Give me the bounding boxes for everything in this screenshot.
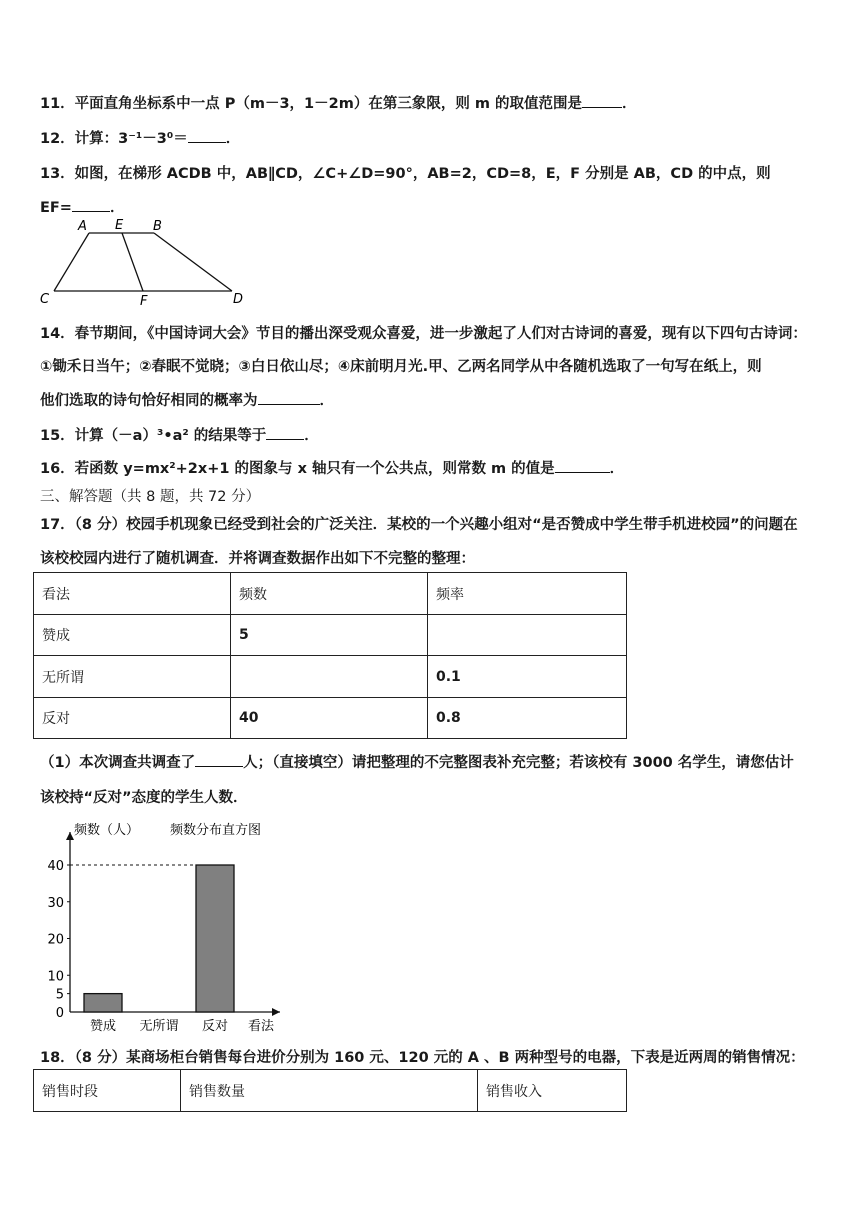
question-11 [40,92,637,113]
table-header-cell: 销售时段 [34,1070,181,1112]
y-tick-label: 5 [55,987,64,1003]
table-cell: 0.1 [428,656,627,698]
table-row [34,656,627,698]
chart-title: 频数分布直方图 [170,823,262,838]
table-cell: 无所谓 [34,656,231,698]
question-12 [40,127,240,148]
y-axis-arrow [66,832,74,840]
question-15 [40,424,319,445]
question-17-sub1 [40,751,794,772]
question-17-line2 [40,547,475,568]
question-17-text: 17．（8 分）校园手机现象已经受到社会的广泛关注．某校的一个兴趣小组对“是否赞成中学生带手机进校园”的问题在 [40,517,798,533]
section-heading: 三、解答题（共 8 题，共 72 分） [40,489,261,505]
bar [84,994,122,1012]
label-b: B [153,219,162,234]
question-13-ef: EF= [40,200,72,216]
table-header-row [34,573,627,615]
table-cell: 0.8 [428,698,627,739]
question-13-text: 13．如图，在梯形 ACDB 中，AB∥CD，∠C+∠D=90°，AB=2，CD=8，E，F 分别是 AB，CD 的中点，则 [40,166,771,182]
question-13-end: ． [109,200,125,216]
question-16-text: 16．若函数 y=mx²+2x+1 的图象与 x 轴只有一个公共点，则常数 m 的值是 [40,461,555,477]
table-cell [231,656,428,698]
answer-blank [258,390,320,405]
answer-blank [555,458,610,473]
bar [196,865,234,1012]
question-17-sub1-rest: 人；（直接填空）请把整理的不完整图表补充完整；若该校有 3000 名学生，请您估计 [243,755,794,771]
table-cell: 40 [231,698,428,739]
trapezoid-figure [36,218,256,310]
question-12-end: ． [225,131,241,147]
question-14-poems: ①锄禾日当午；②春眠不觉晓；③白日依山尽；④床前明月光.甲、乙两名同学从中各随机选取了一句写在纸上，则 [40,359,762,375]
table-row [34,615,627,656]
survey-table [33,572,627,739]
y-tick-label: 10 [47,969,64,985]
label-a: A [78,219,87,234]
question-17-line1 [40,513,798,534]
question-15-end: ． [304,428,319,444]
question-17-text2: 该校校园内进行了随机调查．并将调查数据作出如下不完整的整理： [40,551,475,567]
label-f: F [140,294,148,309]
question-11-text: 11．平面直角坐标系中一点 P（m－3，1－2m）在第三象限，则 m 的取值范围是 [40,96,583,112]
y-tick-label: 0 [55,1006,64,1021]
table-cell: 赞成 [34,615,231,656]
y-tick-label: 30 [47,895,64,911]
question-18-text: 18．（8 分）某商场柜台销售每台进价分别为 160 元、120 元的 A 、B 两种型号的电器，下表是近两周的销售情况： [40,1050,805,1066]
table-header-row [34,1070,627,1112]
table-cell: 反对 [34,698,231,739]
label-d: D [233,292,244,307]
category-label: 无所谓 [139,1019,179,1034]
y-tick-label: 40 [47,859,64,874]
sales-table [33,1069,627,1112]
table-header-cell: 销售收入 [478,1070,627,1112]
table-header-cell: 看法 [34,573,231,615]
question-17-sub1-text: （1）本次调查共调查了 [40,755,196,771]
question-13-line2 [40,196,124,217]
question-14-line2 [40,355,762,376]
label-e: E [115,218,124,233]
y-axis-label: 频数（人） [74,823,140,838]
question-12-text: 12．计算：3⁻¹－3⁰＝ [40,131,188,147]
answer-blank [72,197,110,212]
question-13 [40,162,771,183]
question-14-line3 [40,389,334,410]
question-14-ask: 他们选取的诗句恰好相同的概率为 [40,393,258,409]
answer-blank [195,752,243,767]
question-17-sub1-text2: 该校持“反对”态度的学生人数． [40,790,248,806]
table-header-cell: 频数 [231,573,428,615]
table-header-cell: 销售数量 [181,1070,478,1112]
answer-blank [266,425,304,440]
question-14-text: 14．春节期间，《中国诗词大会》节目的播出深受观众喜爱，进一步激起了人们对古诗词的喜爱，现有以下四句古诗词： [40,326,807,342]
y-tick-label: 20 [47,932,64,948]
category-label: 赞成 [89,1019,117,1034]
question-18-line1 [40,1046,805,1067]
x-axis-arrow [272,1008,280,1016]
question-16-end: ． [609,461,625,477]
label-c: C [40,292,50,307]
question-11-end: ． [622,96,637,112]
frequency-histogram [36,812,296,1040]
x-axis-label: 看法 [248,1019,275,1034]
answer-blank [582,93,622,108]
table-cell: 5 [231,615,428,656]
table-cell [428,615,627,656]
category-label: 反对 [201,1019,229,1034]
question-14-end: ． [319,393,334,409]
question-17-sub1-line2 [40,786,248,807]
question-14-line1 [40,322,807,343]
question-15-text: 15．计算（－a）³•a² 的结果等于 [40,428,267,444]
table-header-cell: 频率 [428,573,627,615]
table-row [34,698,627,739]
answer-blank [188,128,226,143]
question-16 [40,457,624,478]
